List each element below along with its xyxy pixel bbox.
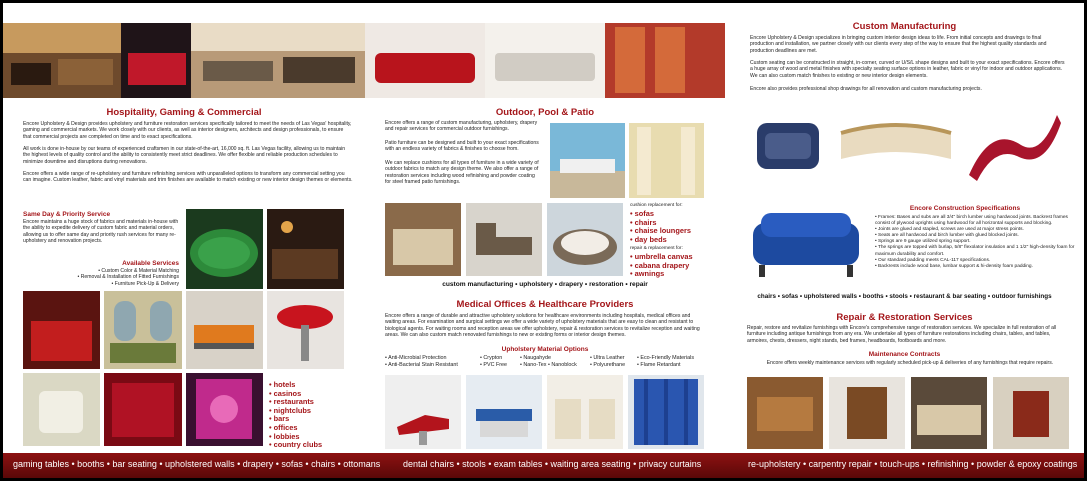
available-services-title: Available Services [122, 260, 179, 267]
photo-refinishing [993, 377, 1069, 449]
photo-wave-chair [961, 105, 1065, 187]
footer-left: gaming tables • booths • bar seating • upholstered walls • drapery • sofas • chairs • ottomans [13, 459, 381, 469]
photo-pool-patio [550, 123, 625, 198]
photo-club-chair [747, 109, 829, 181]
venue-item: • lobbies [269, 433, 322, 442]
photo-wicker-set [385, 203, 461, 276]
repair-item: • awnings [630, 270, 693, 279]
photo-cabana [629, 123, 704, 198]
spec-item: • Backrests include wood base, lumbar support & hi-density foam padding. [875, 263, 1033, 269]
repair-label: repair & replacement for: [630, 246, 683, 251]
material-item: • Crypton [480, 355, 503, 361]
photo-orange-seating [186, 291, 263, 369]
venue-list [269, 381, 322, 450]
materials-col-5 [637, 355, 694, 368]
spec-item: • The springs are topped with burlap, 5/8" flexolator insulation and 1 1/2" high-density foam for maximum durability and comfort. [875, 245, 1075, 257]
material-item: • Anti-Microbial Protection [385, 355, 447, 361]
available-services-list [43, 268, 179, 287]
cushion-item: • sofas [630, 210, 691, 219]
available-service-item: • Furniture Pick-Up & Delivery [111, 280, 179, 287]
outdoor-services-line: custom manufacturing • upholstery • drapery • restoration • repair [442, 281, 648, 288]
panel-hospitality [3, 3, 365, 453]
venue-item: • casinos [269, 390, 322, 399]
custom-intro-3: Encore also provides professional shop drawings for all renovation and custom manufacturing projects. [750, 86, 982, 92]
brochure-sheet [3, 3, 1084, 478]
materials-col-3 [520, 355, 577, 368]
hospitality-intro-1: Encore Upholstery & Design provides upholstery and furniture restoration services specifically tailored to meet the needs of Las Vegas' hospitality, gaming and commercial markets. We work closely with our clients, as well as interior designers, architects and design professionals, to ensure that commercial projects are completed on time and to exact specifications. [23, 121, 352, 140]
panel-outdoor-medical [365, 3, 725, 453]
photo-wood-carving [747, 377, 823, 449]
photo-curved-bar [837, 115, 955, 173]
photo-red-booth [23, 291, 100, 369]
available-service-item: • Removal & Installation of Fitted Furnishings [77, 274, 179, 281]
photo-red-wall [104, 373, 182, 446]
material-item: • Eco-Friendly Materials [637, 355, 695, 361]
footer-middle: dental chairs • stools • exam tables • waiting area seating • privacy curtains [403, 459, 702, 469]
material-item: • Nano-Tex • Nanoblock [520, 361, 577, 368]
footer-banner [3, 453, 1084, 478]
materials-col-2 [480, 355, 507, 368]
venue-item: • restaurants [269, 398, 322, 407]
photo-gaming-table [186, 209, 263, 289]
medical-text: Encore offers a range of durable and attractive upholstery solutions for healthcare environments including hospitals, medical offices and waiting areas. For examination and surgical settings we offer a wide variety of upholstery materials that are easy to clean and resistant to biological agents. For waiting rooms and reception areas we offer upholstery, repair & restoration services to revitalize reception and waiting areas. We can also custom match renovated furnishings to new or existing forms or interior design themes. [385, 313, 700, 338]
outdoor-intro-1: Encore offers a range of custom manufacturing, upholstery, drapery and repair services for commercial outdoor furnishings. [385, 120, 538, 133]
cushion-label: cushion replacement for: [630, 203, 683, 208]
material-item: • Anti-Bacterial Stain Resistant [385, 361, 458, 368]
photo-pink-wall [186, 373, 263, 446]
photo-dark-lounge [267, 209, 344, 289]
material-item: • Polyurethane [590, 361, 626, 368]
photo-dental-chair [385, 375, 461, 449]
custom-intro-2: Custom seating can be constructed in straight, in-corner, curved or U/S/L shape designs and built to your exact specifications. Encore offers a huge array of wood and metal finishes with specialty seating surface options in leather, fabric or vinyl for indoor and outdoor applications. We can also custom match finishes to existing or new interior design elements. [750, 60, 1065, 79]
hospitality-title: Hospitality, Gaming & Commercial [106, 107, 262, 118]
products-line: chairs • sofas • upholstered walls • booths • stools • restaurant & bar seating • outdoor furnishings [757, 293, 1052, 300]
same-day-text: Encore maintains a huge stock of fabrics and materials in-house with the ability to expedite delivery of custom fabric and material orders, allowing us to offer same day and priority rush services for many re-upholstery and renovation projects. [23, 219, 179, 244]
cushion-list [630, 210, 691, 244]
outdoor-intro-3: We can replace cushions for all types of furniture in a wide variety of outdoor fabrics to match any design theme. We also offer a range of restoration services including wood refinishing and powder coating for steel framed patio furnishings. [385, 160, 539, 185]
photo-chair-repair [829, 377, 905, 449]
medical-title: Medical Offices & Healthcare Providers [456, 299, 634, 310]
materials-col-1 [385, 355, 458, 368]
spec-item: • Frames: Bases and subs are all 3/4" birch lumber using hardwood joints. Backrest frames consist of plywood uprights using hardwood for all horizontal supports and blocking. [875, 215, 1068, 227]
materials-col-4 [590, 355, 625, 368]
venue-item: • country clubs [269, 441, 322, 450]
materials-title: Upholstery Material Options [501, 346, 589, 353]
photo-waiting-chairs [547, 375, 623, 449]
photo-white-chair [23, 373, 100, 446]
photo-lounge-banner [3, 23, 365, 98]
spec-item: • Springs are 9 gauge utilized spring support. [875, 239, 971, 245]
available-service-item: • Custom Color & Material Matching [98, 268, 179, 274]
custom-title: Custom Manufacturing [852, 21, 957, 32]
repair-restoration-title: Repair & Restoration Services [836, 312, 973, 323]
photo-exam-table [466, 375, 542, 449]
venue-item: • nightclubs [269, 407, 322, 416]
maintenance-text: Encore offers weekly maintenance services with regularly scheduled pick-up & deliveries of any furnishings that require repairs. [766, 360, 1054, 366]
spec-item: • Seats are all hardwood and birch lumber with glued blocked joints. [875, 233, 1019, 239]
photo-privacy-curtain [628, 375, 704, 449]
specs-list [875, 215, 1075, 270]
cushion-item: • chairs [630, 219, 691, 228]
repair-item: • umbrella canvas [630, 253, 693, 262]
repair-item: • cabana drapery [630, 262, 693, 271]
spec-item: • Joints are glued and stapled, screws are used at major stress points. [875, 227, 1024, 233]
material-item: • Ultra Leather [590, 355, 625, 361]
specs-title: Encore Construction Specifications [909, 205, 1021, 212]
photo-sofa-banner [365, 23, 725, 98]
material-item: • Naugahyde [520, 355, 551, 361]
cushion-item: • day beds [630, 236, 691, 245]
photo-arched-room [104, 291, 182, 369]
material-item: • Flame Retardant [637, 361, 681, 368]
cushion-item: • chaise loungers [630, 227, 691, 236]
repair-restoration-text: Repair, restore and revitalize furnishings with Encore's comprehensive range of restoration services. We specialize in full restoration of all furniture including antique furnishings from any era. We undertake all types of furniture restorations including chairs, tables, and tables, armoires, chests, dressers, night stands, bed frames, headboards, footboards and more. [747, 325, 1057, 344]
venue-item: • offices [269, 424, 322, 433]
panel-custom-manufacturing [725, 3, 1084, 453]
material-item: • PVC Free [480, 361, 508, 368]
photo-upholstering [911, 377, 987, 449]
maintenance-title: Maintenance Contracts [868, 351, 941, 358]
photo-lounge-chair [466, 203, 542, 276]
footer-right: re-upholstery • carpentry repair • touch-ups • refinishing • powder & epoxy coatings [748, 459, 1078, 469]
outdoor-title: Outdoor, Pool & Patio [495, 107, 595, 118]
repair-list [630, 253, 693, 279]
venue-item: • bars [269, 415, 322, 424]
hospitality-intro-3: Encore offers a wide range of re-upholstery and furniture refinishing services with unparalleled options to transform any commercial setting you can imagine. Custom leather, fabric and vinyl materials and trim finishes are available to match existing or new interior design themes or elements. [23, 171, 353, 184]
outdoor-intro-2: Patio furniture can be designed and built to your exact specifications with an endless variety of fabrics & finishes to choose from. [385, 140, 539, 153]
photo-round-daybed [547, 203, 623, 276]
photo-red-stool [267, 291, 344, 369]
hospitality-intro-2: All work is done in-house by our teams of experienced craftsmen in our state-of-the-art, 16,000 sq. ft. Las Vegas facility, allowing us to maintain the highest levels of quality control and the ability to consistently meet strict deadlines. We offer flexible and reliable production schedules to minimize downtime and disruptions during renovations. [23, 146, 346, 165]
photo-blue-sofa [747, 199, 865, 283]
spec-item: • Our standard padding meets CAL-117 specifications. [875, 257, 991, 263]
same-day-title: Same Day & Priority Service [23, 211, 111, 218]
custom-intro-1: Encore Upholstery & Design specializes in bringing custom interior design ideas to life. From initial concepts and drawings to final production and installation, we partner closely with our clients every step of the way to ensure that the highest quality standards and production deadlines are met. [750, 35, 1047, 54]
venue-item: • hotels [269, 381, 322, 390]
